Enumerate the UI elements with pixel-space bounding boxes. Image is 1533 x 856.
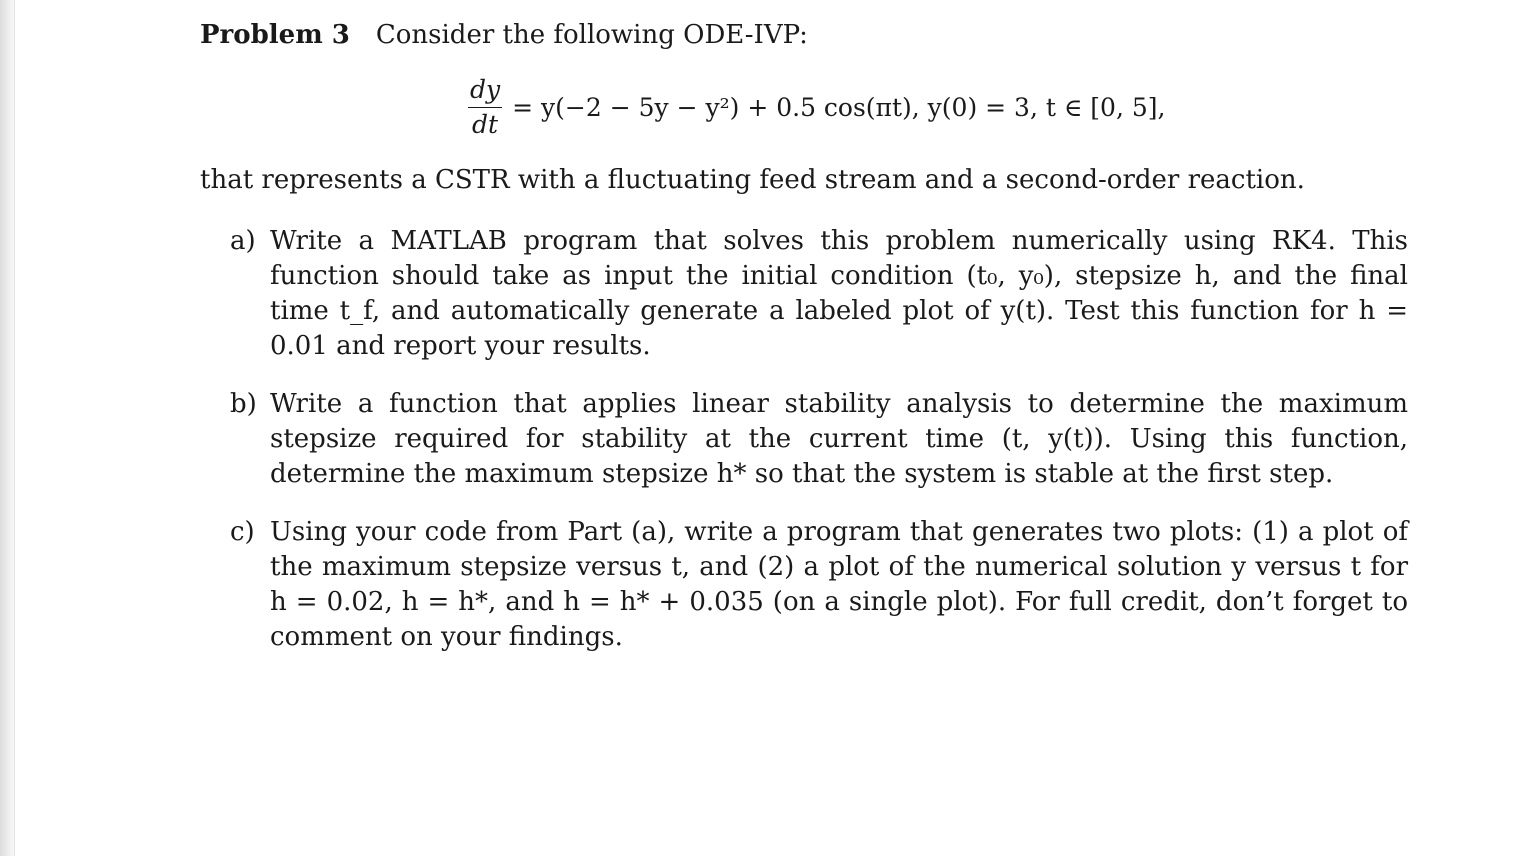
fraction-bar: [468, 107, 502, 108]
part-text: Using your code from Part (a), write a program that generates two plots: (1) a plot of the maximum stepsize versus t, and (2) a plot of the numerical solution y versus t for h = 0.02, h = h*, and h = h* + 0.035 (on a single plot). For full credit, don’t forget to comment on your findings.: [270, 517, 1408, 652]
part-a: [200, 224, 1408, 364]
problem-parts-list: [200, 224, 1408, 655]
ode-equation: [468, 57, 1408, 157]
equation-rhs: = y(−2 − 5y − y²) + 0.5 cos(πt), y(0) = 3, t ∈ [0, 5],: [512, 92, 1166, 122]
problem-number: Problem 3: [200, 20, 350, 50]
fraction-denominator: dt: [472, 109, 499, 139]
part-text: Write a function that applies linear stability analysis to determine the maximum stepsize required for stability at the current time (t, y(t)). Using this function, determine the maximum stepsize h* so that the system is stable at the first step.: [270, 389, 1408, 489]
part-marker: a): [230, 226, 256, 256]
problem-description: that represents a CSTR with a fluctuating feed stream and a second-order reaction.: [200, 165, 1305, 195]
part-c: [200, 515, 1408, 655]
part-text: Write a MATLAB program that solves this problem numerically using RK4. This function should take as input the initial condition (t₀, y₀), stepsize h, and the final time t_f, and automatically generate a labeled plot of y(t). Test this function for h = 0.01 and report your results.: [270, 226, 1408, 361]
part-marker: b): [230, 389, 257, 419]
page-left-edge: [0, 0, 15, 856]
problem-intro: Consider the following ODE-IVP:: [375, 20, 808, 50]
derivative-fraction: [468, 75, 502, 140]
problem-header: [200, 18, 1408, 53]
fraction-numerator: dy: [470, 74, 501, 104]
part-marker: c): [230, 517, 255, 547]
part-b: [200, 387, 1408, 492]
document-page: [200, 18, 1408, 681]
